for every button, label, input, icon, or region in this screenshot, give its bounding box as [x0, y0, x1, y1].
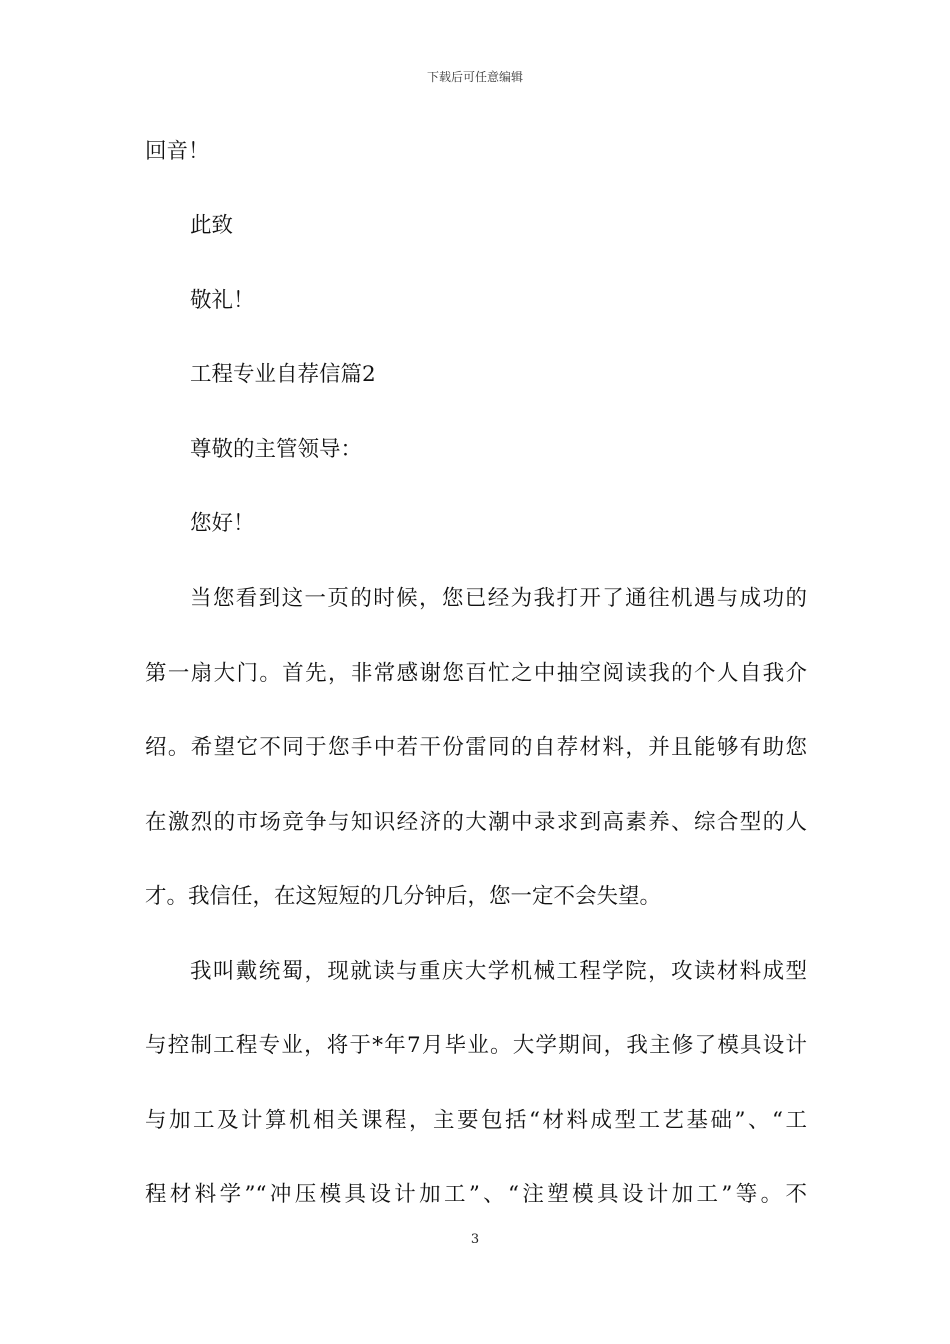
text-line: 与加工及计算机相关课程，主要包括“材料成型工艺基础”、“工 — [145, 1108, 807, 1133]
text-line: 绍。希望它不同于您手中若干份雷同的自荐材料，并且能够有助您 — [145, 735, 807, 760]
page-number: 3 — [470, 1232, 480, 1247]
text-line: 才。我信任，在这短短的几分钟后，您一定不会失望。 — [145, 884, 662, 909]
text-line: 您好！ — [190, 511, 255, 536]
page-header: 下载后可任意编辑 — [426, 70, 523, 84]
text-line: 程材料学”“冲压模具设计加工”、“注塑模具设计加工”等。不 — [145, 1182, 807, 1207]
text-line: 回音！ — [145, 139, 210, 164]
text-line: 当您看到这一页的时候，您已经为我打开了通往机遇与成功的 — [190, 586, 807, 611]
text-line: 尊敬的主管领导： — [190, 437, 363, 462]
text-line: 第一扇大门。首先，非常感谢您百忙之中抽空阅读我的个人自我介 — [145, 661, 807, 686]
text-line: 我叫戴统蜀，现就读与重庆大学机械工程学院，攻读材料成型 — [190, 959, 807, 984]
text-line: 工程专业自荐信篇2 — [190, 362, 376, 387]
text-line: 与控制工程专业，将于*年7月毕业。大学期间，我主修了模具设计 — [145, 1033, 807, 1058]
text-line: 敬礼！ — [190, 288, 255, 313]
text-line: 在激烈的市场竞争与知识经济的大潮中录求到高素养、综合型的人 — [145, 810, 807, 835]
text-line: 此致 — [190, 213, 234, 238]
